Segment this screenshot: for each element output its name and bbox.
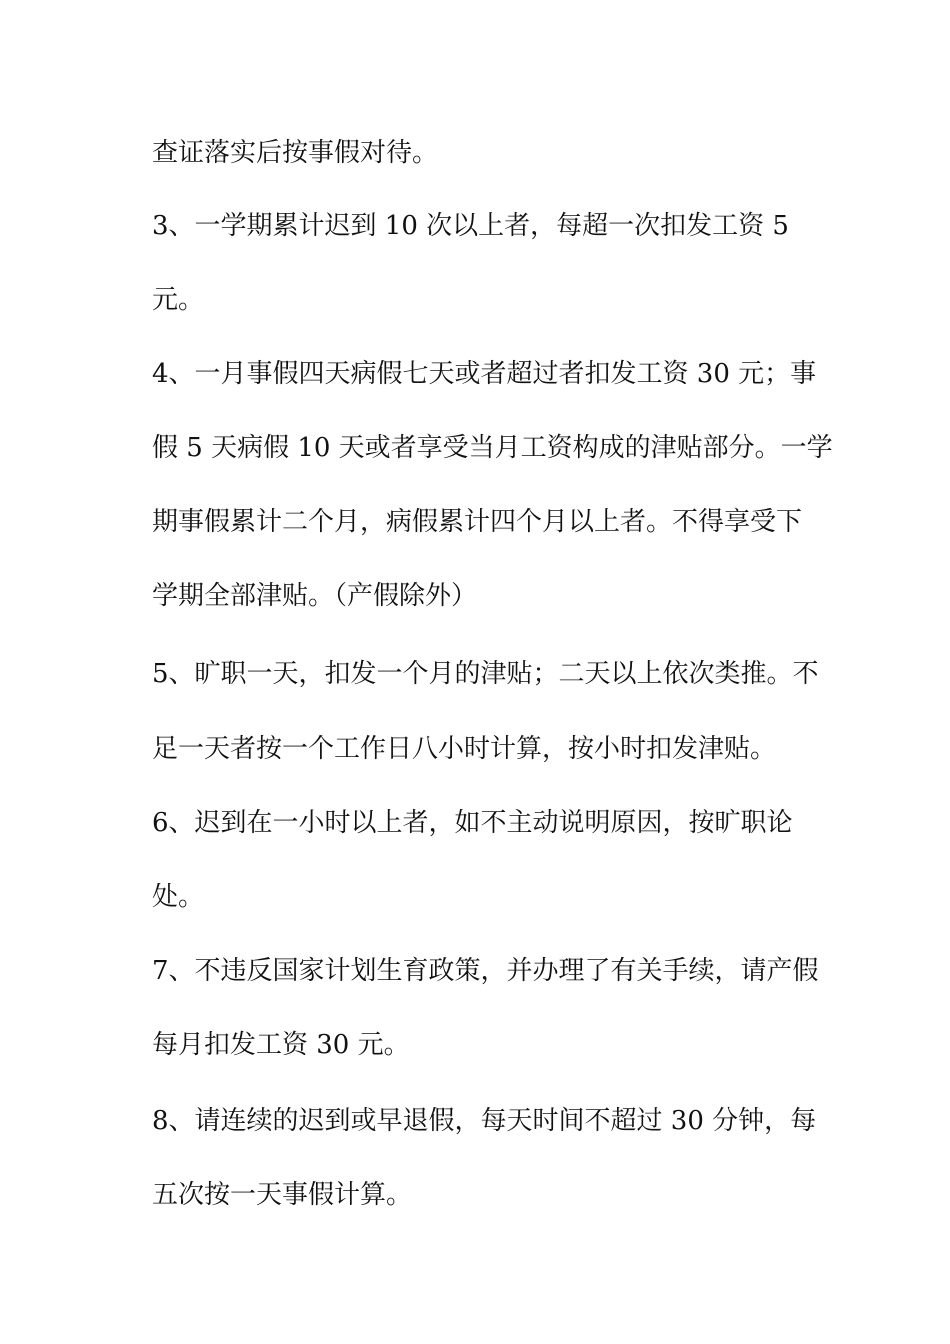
text-line: 期事假累计二个月，病假累计四个月以上者。不得享受下 — [152, 507, 803, 537]
text-line: 每月扣发工资 30 元。 — [152, 1030, 410, 1060]
text-line: 4、一月事假四天病假七天或者超过者扣发工资 30 元；事 — [152, 359, 817, 389]
text-line: 学期全部津贴。（产假除外） — [152, 581, 478, 611]
text-line: 足一天者按一个工作日八小时计算，按小时扣发津贴。 — [152, 734, 777, 764]
text-line: 7、不违反国家计划生育政策，并办理了有关手续，请产假 — [152, 956, 819, 986]
text-line: 元。 — [152, 285, 205, 315]
text-line: 假 5 天病假 10 天或者享受当月工资构成的津贴部分。一学 — [152, 433, 833, 463]
text-line: 处。 — [152, 882, 205, 912]
text-line: 8、请连续的迟到或早退假，每天时间不超过 30 分钟，每 — [152, 1106, 817, 1136]
text-line: 3、一学期累计迟到 10 次以上者，每超一次扣发工资 5 — [152, 211, 789, 241]
text-line: 五次按一天事假计算。 — [152, 1180, 413, 1210]
text-line: 查证落实后按事假对待。 — [152, 138, 439, 168]
text-line: 6、迟到在一小时以上者，如不主动说明原因，按旷职论 — [152, 808, 793, 838]
text-line: 5、旷职一天，扣发一个月的津贴；二天以上依次类推。不 — [152, 659, 819, 689]
